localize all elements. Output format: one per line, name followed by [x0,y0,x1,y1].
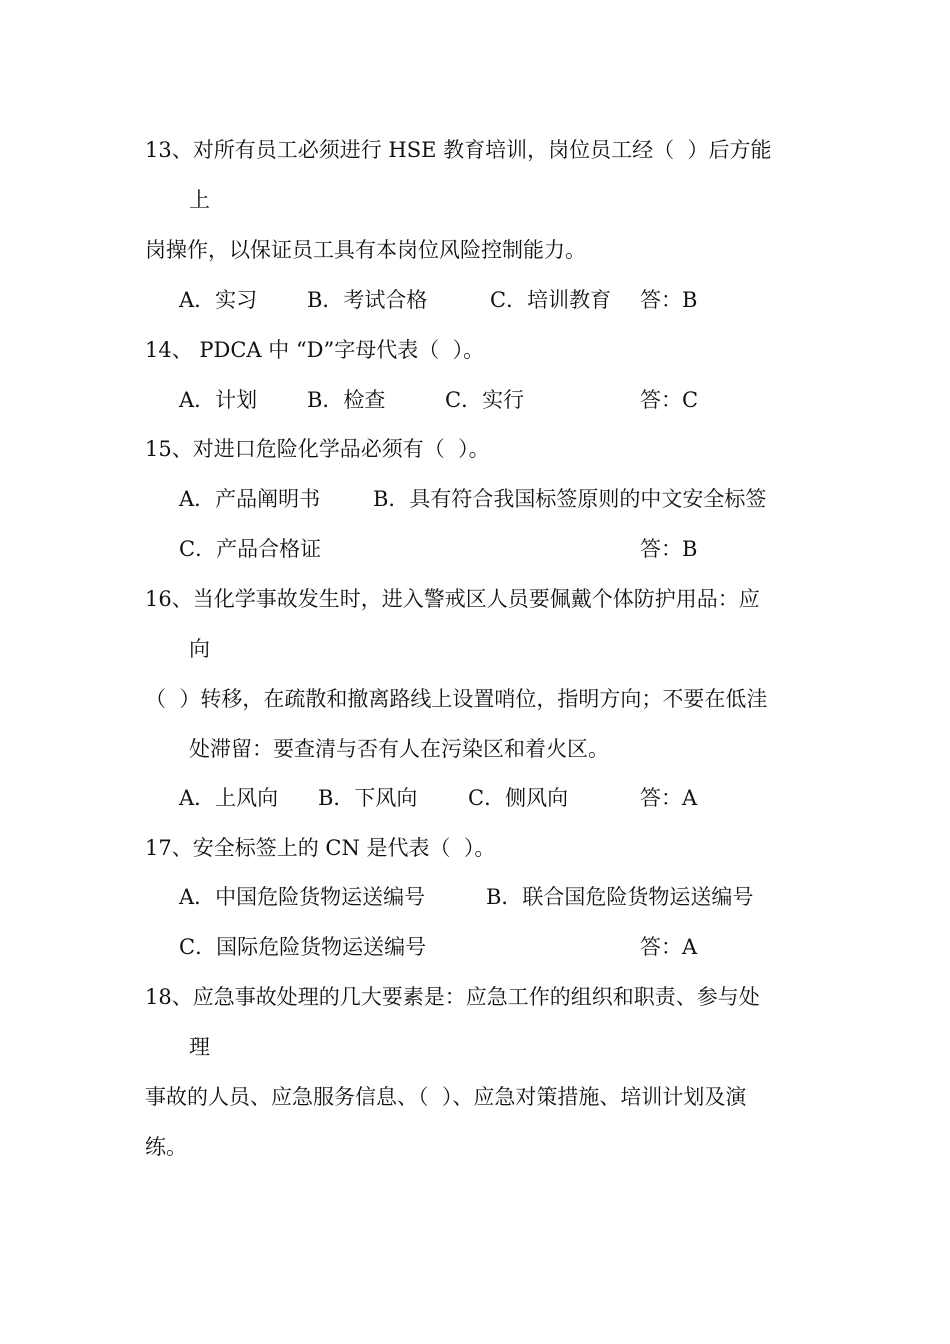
question-16-line-4: 处滞留：要查清与否有人在污染区和着火区。 [189,737,609,761]
question-16-option-c: C．侧风向 [468,786,569,810]
question-17-answer: 答：A [640,935,698,959]
question-16-option-b: B．下风向 [318,786,418,810]
question-13-option-c: C．培训教育 [490,288,612,312]
question-16-line-1: 16、当化学事故发生时，进入警戒区人员要佩戴个体防护用品：应 [145,587,760,611]
question-16-line-3: （ ）转移，在疏散和撤离路线上设置哨位，指明方向；不要在低洼 [145,687,768,711]
question-14-option-a: A．计划 [179,388,258,412]
question-17-option-a: A．中国危险货物运送编号 [179,885,426,909]
question-17-line-1: 17、安全标签上的 CN 是代表（ ）。 [145,836,496,860]
question-15-answer: 答：B [640,537,698,561]
question-15-option-b: B．具有符合我国标签原则的中文安全标签 [373,487,767,511]
question-13-line-2: 上 [189,188,210,212]
question-15-option-a: A．产品阐明书 [179,487,321,511]
question-13-answer: 答：B [640,288,698,312]
question-15-line-1: 15、对进口危险化学品必须有（ ）。 [145,437,490,461]
question-18-line-2: 理 [189,1035,210,1059]
question-14-option-c: C．实行 [445,388,525,412]
question-14-line-1: 14、 PDCA 中 “D”字母代表（ ）。 [145,338,485,362]
question-13-line-3: 岗操作，以保证员工具有本岗位风险控制能力。 [145,238,586,262]
question-17-option-b: B．联合国危险货物运送编号 [486,885,754,909]
question-18-line-4: 练。 [145,1135,187,1159]
question-16-answer: 答：A [640,786,698,810]
question-17-option-c: C．国际危险货物运送编号 [179,935,427,959]
question-16-option-a: A．上风向 [179,786,279,810]
question-15-option-c: C．产品合格证 [179,537,322,561]
question-16-line-2: 向 [189,637,210,661]
question-13-option-b: B．考试合格 [307,288,428,312]
question-14-answer: 答：C [640,388,699,412]
question-18-line-3: 事故的人员、应急服务信息、（ ）、应急对策措施、培训计划及演 [145,1085,747,1109]
question-13-option-a: A．实习 [179,288,258,312]
question-14-option-b: B．检查 [307,388,386,412]
question-13-line-1: 13、对所有员工必须进行 HSE 教育培训，岗位员工经（ ）后方能 [145,138,772,162]
question-18-line-1: 18、应急事故处理的几大要素是：应急工作的组织和职责、参与处 [145,985,760,1009]
